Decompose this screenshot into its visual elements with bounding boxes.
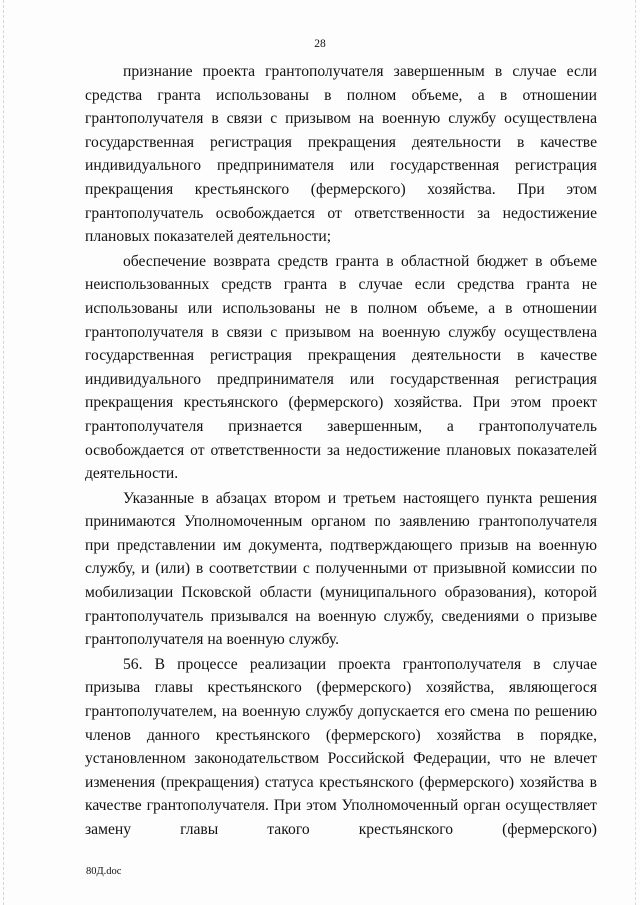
footer-filename: 80Д.doc <box>86 866 122 877</box>
body-text <box>85 60 597 842</box>
scan-edge-right <box>635 0 636 905</box>
paragraph-grant-return: обеспечение возврата средств гранта в областной бюджет в объеме неиспользованных средств гранта в случае если средства гранта не использованы или использованы не в полном объеме, а в отношении грантополучателя в связи с призывом на военную службу осуществлена государственная регистрация прекращения деятельности в качестве индивидуального предпринимателя или государственная регистрация прекращения крестьянского (фермерского) хозяйства. При этом проект грантополучателя признается завершенным, а грантополучатель освобождается от ответственности за недостижение плановых показателей деятельности. <box>85 252 597 483</box>
paragraph-56-head-replacement: 56. В процессе реализации проекта грантополучателя в случае призыва главы крестьянского (фермерского) хозяйства, являющегося грантополучателем, на военную службу допускается его смена по решению членов данного крестьянского (фермерского) хозяйства в порядке, установленном законодательством Российской Федерации, что не влечет изменения (прекращения) статуса крестьянского (фермерского) хозяйства в качестве грантополучателя. При этом Уполномоченный орган осуществляет замену главы такого крестьянского (фермерского) <box>85 655 597 838</box>
scan-edge-left <box>3 0 4 905</box>
page-number: 28 <box>314 38 326 50</box>
paragraph-decision-basis: Указанные в абзацах втором и третьем настоящего пункта решения принимаются Уполномоченным органом по заявлению грантополучателя при представлении им документа, подтверждающего призыв на военную службу, и (или) в соответствии с полученными от призывной комиссии по мобилизации Псковской области (муниципального образования), которой грантополучатель призывался на военную службу, сведениями о призыве грантополучателя на военную службу. <box>85 489 597 649</box>
paragraph-project-completion: признание проекта грантополучателя завершенным в случае если средства гранта использованы в полном объеме, а в отношении грантополучателя в связи с призывом на военную службу осуществлена государственная регистрация прекращения деятельности в качестве индивидуального предпринимателя или государственная регистрация прекращения крестьянского (фермерского) хозяйства. При этом грантополучатель освобождается от ответственности за недостижение плановых показателей деятельности; <box>85 63 597 246</box>
